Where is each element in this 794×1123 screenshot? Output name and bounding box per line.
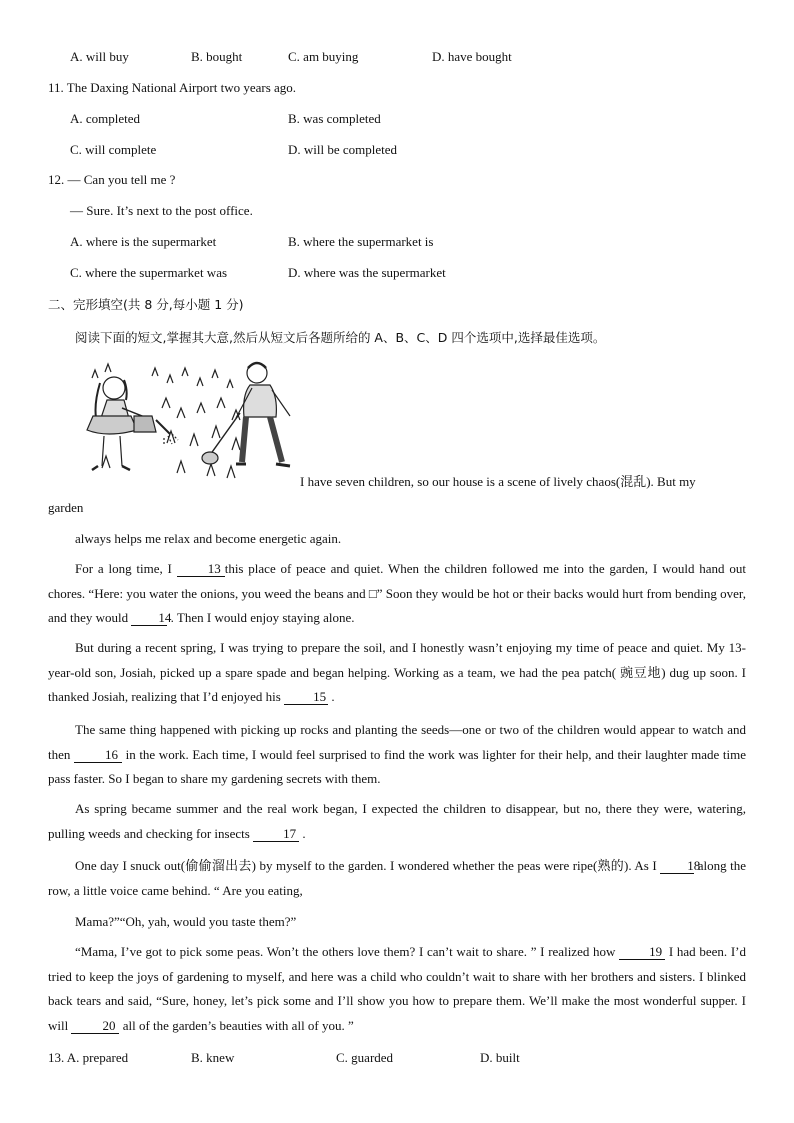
q12-reply: — Sure. It’s next to the post office. [70, 203, 253, 218]
q13-option-b: B. knew [191, 1050, 235, 1065]
blank-20: 20 [71, 1019, 119, 1034]
passage-paragraph-2: But during a recent spring, I was trying to prepare the soil, and I honestly wasn’t enjoying my time of peace and quiet. My 13-year-old son, Josiah, picked up a spare spade and began helping. Working as a team, we had the pea patch( 豌豆地) dug up soon. I thanked Josiah, realizing that I’d enjoyed his 15 . [48, 640, 746, 704]
q13-option-c: C. guarded [336, 1050, 394, 1065]
passage-intro-line: I have seven children, so our house is a scene of lively chaos(混乱). But my [300, 474, 696, 489]
q12-option-b: B. where the supermarket is [288, 234, 434, 249]
blank-15: 15 [284, 690, 328, 705]
q11-option-d: D. will be completed [288, 142, 398, 157]
q12-option-c: C. where the supermarket was [70, 265, 228, 280]
q13-option-d: D. built [480, 1050, 520, 1065]
q10-option-b: B. bought [191, 49, 243, 64]
passage-paragraph-1: For a long time, I 13 this place of peace and quiet. When the children followed me into the garden, I would hand out chores. “Here: you water the onions, you weed the beans and □” Soon they would be hot or their backs would hurt from bending over, and they would 14 . Then I would enjoy staying alone. [48, 561, 746, 625]
passage-paragraph-4: As spring became summer and the real work began, I expected the children to disappear, but no, there they were, watering, pulling weeds and checking for insects 17 . [48, 801, 746, 841]
passage-intro-line2: garden [48, 500, 84, 515]
q10-option-d: D. have bought [432, 49, 512, 64]
passage-paragraph-5: One day I snuck out(偷偷溜出去) by myself to the garden. I wondered whether the peas were ripe(熟的). As I 18 along the row, a little voice came behind. “ Are you eating, [48, 858, 747, 898]
q10-option-c: C. am buying [288, 49, 359, 64]
blank-17: 17 [253, 827, 299, 842]
q11-option-a: A. completed [70, 111, 141, 126]
passage-intro-line3: always helps me relax and become energetic again. [75, 531, 342, 546]
section-instruction: 阅读下面的短文,掌握其大意,然后从短文后各题所给的 A、B、C、D 四个选项中,选择最佳选项。 [75, 330, 606, 345]
q13-option-a: 13. A. prepared [48, 1050, 129, 1065]
q12-stem: 12. — Can you tell me ? [48, 172, 176, 187]
passage-paragraph-3: The same thing happened with picking up rocks and planting the seeds—one or two of the children would appear to watch and then 16 in the work. Each time, I would feel surprised to find the work was lighter for their help, and their laughter made time pass faster. So I began to share my gardening secrets with them. [48, 722, 747, 786]
q11-option-b: B. was completed [288, 111, 381, 126]
gardening-children-illustration [72, 358, 302, 488]
q12-option-a: A. where is the supermarket [70, 234, 217, 249]
blank-18: 18 [660, 859, 694, 874]
q11-option-c: C. will complete [70, 142, 157, 157]
blank-14: 14 [131, 611, 167, 626]
section-heading: 二、完形填空(共 8 分,每小题 1 分) [48, 297, 244, 312]
blank-16: 16 [74, 748, 122, 763]
blank-19: 19 [619, 945, 665, 960]
q11-stem: 11. The Daxing National Airport two years ago. [48, 80, 297, 95]
blank-13: 13 [177, 562, 225, 577]
passage-dialogue: Mama?”“Oh, yah, would you taste them?” [75, 914, 297, 929]
q12-option-d: D. where was the supermarket [288, 265, 446, 280]
passage-paragraph-6: “Mama, I’ve got to pick some peas. Won’t the others love them? I can’t wait to share. ” I realized how 19 I had been. I’d tried to keep the joys of gardening to myself, and here was a child who couldn’t wait to share with her brothers and sisters. I blinked back tears and said, “Sure, honey, let’s pick some and I’ll show you how to prepare them. We’ll make the most wonderful supper. I will 20 all of the garden’s beauties with all of you. ” [48, 944, 746, 1033]
q10-option-a: A. will buy [70, 49, 129, 64]
